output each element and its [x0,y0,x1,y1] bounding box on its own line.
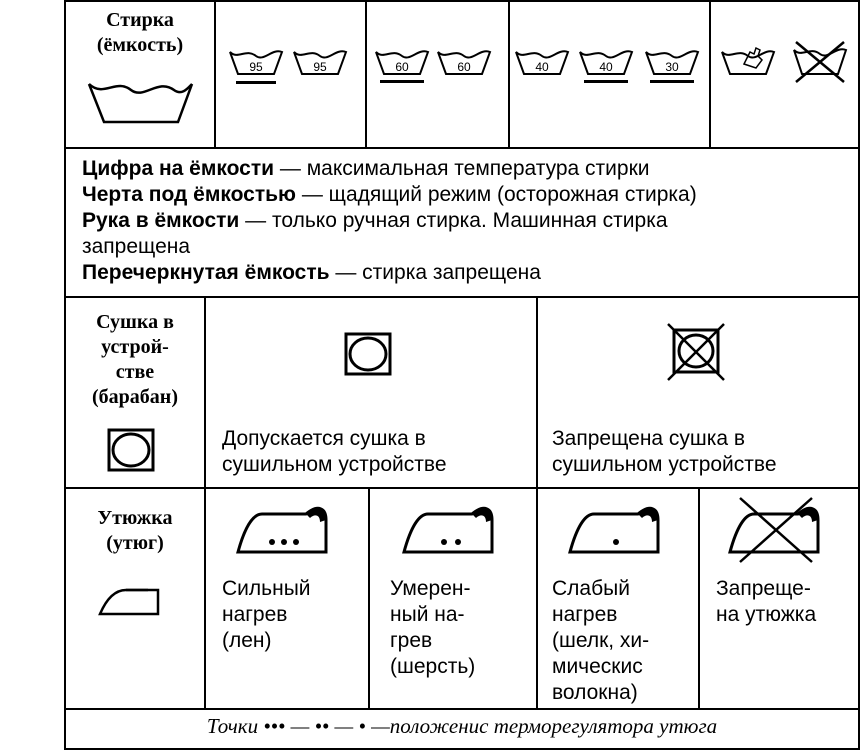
desc-line: мическис [552,655,643,678]
divider [204,296,206,488]
iron-medium-text [390,576,475,680]
dots-two: •• [314,714,330,738]
desc-line: на утюжка [716,603,817,626]
desc-line: ный на- [390,603,465,626]
divider [214,0,216,148]
wash-40-icon [514,48,570,88]
legend-row [82,234,697,260]
iron-high-text [222,576,311,654]
legend-row [82,260,697,286]
dots-three: ••• [263,714,286,738]
iron-low-text [552,576,649,706]
wash-95-gentle-icon [292,48,348,88]
drying-title-line: (барабан) [92,386,178,408]
ironing-title-line: Утюжка [97,507,173,529]
legend-text: — щадящий режим (осторожная стирка) [296,183,697,206]
drying-allowed-text [222,426,447,478]
legend-row [82,156,697,182]
divider [64,708,860,710]
divider [698,487,700,709]
wash-30-gentle-icon [644,48,700,88]
desc-line: (шелк, хи- [552,629,650,652]
desc-line: сушильном устройстве [222,453,447,476]
dots-one: • [358,714,366,738]
wash-tub-icon [86,78,196,128]
desc-line: сушильном устройстве [552,453,777,476]
divider [64,147,860,149]
ironing-title-line: (утюг) [106,532,164,554]
drying-title-line: стве [115,361,155,383]
tumble-dry-allowed-icon [344,332,392,376]
iron-medium-icon [400,500,500,560]
no-iron-text [716,576,816,628]
desc-line: Умерен- [390,577,471,600]
tumble-dry-icon [107,428,155,472]
no-wash-icon [790,40,850,84]
divider [709,0,711,148]
divider [536,296,538,488]
wash-temp-label: 30 [665,60,679,74]
tumble-dry-forbidden-icon [664,322,728,382]
wash-temp-label: 95 [313,60,327,74]
legend-text: запрещена [82,235,191,258]
desc-line: волокна) [552,681,638,704]
divider [368,487,370,709]
desc-line: грев [390,629,433,652]
hand-wash-icon [720,42,776,82]
legend-term: Цифра на ёмкости [82,157,275,180]
wash-temp-label: 95 [249,60,263,74]
divider [64,0,860,2]
drying-title [66,310,204,410]
desc-line: Запрещена сушка в [552,427,746,450]
legend-term: Черта под ёмкостью [82,183,296,206]
washing-title [66,8,214,58]
divider [536,487,538,709]
footnote-text: —положенис терморегулятора утюга [365,714,718,738]
iron-low-icon [566,500,666,560]
divider [365,0,367,148]
legend-text: — максимальная температура стирки [274,157,650,180]
desc-line: Запреще- [716,577,811,600]
wash-temp-label: 40 [599,60,613,74]
legend-term: Перечеркнутая ёмкость [82,261,330,284]
wash-temp-label: 60 [457,60,471,74]
wash-temp-label: 60 [395,60,409,74]
ironing-title [66,506,204,556]
legend-text: — только ручная стирка. Машинная стирка [239,209,668,232]
wash-60-gentle-icon [374,48,430,88]
legend-term: Рука в ёмкости [82,209,240,232]
footnote-text: Точки [206,714,264,738]
drying-forbidden-text [552,426,777,478]
desc-line: Сильный [222,577,311,600]
wash-40-gentle-icon [578,48,634,88]
divider [64,296,860,298]
desc-line: Допускается сушка в [222,427,426,450]
iron-dots-footnote [66,711,858,741]
desc-line: Слабый [552,577,630,600]
wash-95-underline-icon [236,80,276,86]
desc-line: нагрев [222,603,288,626]
wash-60-icon [436,48,492,88]
desc-line: нагрев [552,603,618,626]
iron-high-icon [234,500,334,560]
washing-title-line: Стирка [106,9,174,31]
drying-title-line: устрой- [101,336,169,358]
legend-row [82,182,697,208]
washing-title-line: (ёмкость) [96,34,184,56]
footnote-dash: — [329,714,359,738]
legend-row [82,208,697,234]
wash-temp-label: 40 [535,60,549,74]
washing-legend [82,156,697,286]
divider [204,487,206,709]
drying-title-line: Сушка в [96,311,174,333]
divider [508,0,510,148]
desc-line: (лен) [222,629,272,652]
desc-line: (шерсть) [390,655,476,678]
no-iron-icon [726,496,826,564]
iron-outline-icon [96,582,164,622]
legend-text: — стирка запрещена [329,261,541,284]
divider [64,487,860,489]
footnote-dash: — [285,714,315,738]
